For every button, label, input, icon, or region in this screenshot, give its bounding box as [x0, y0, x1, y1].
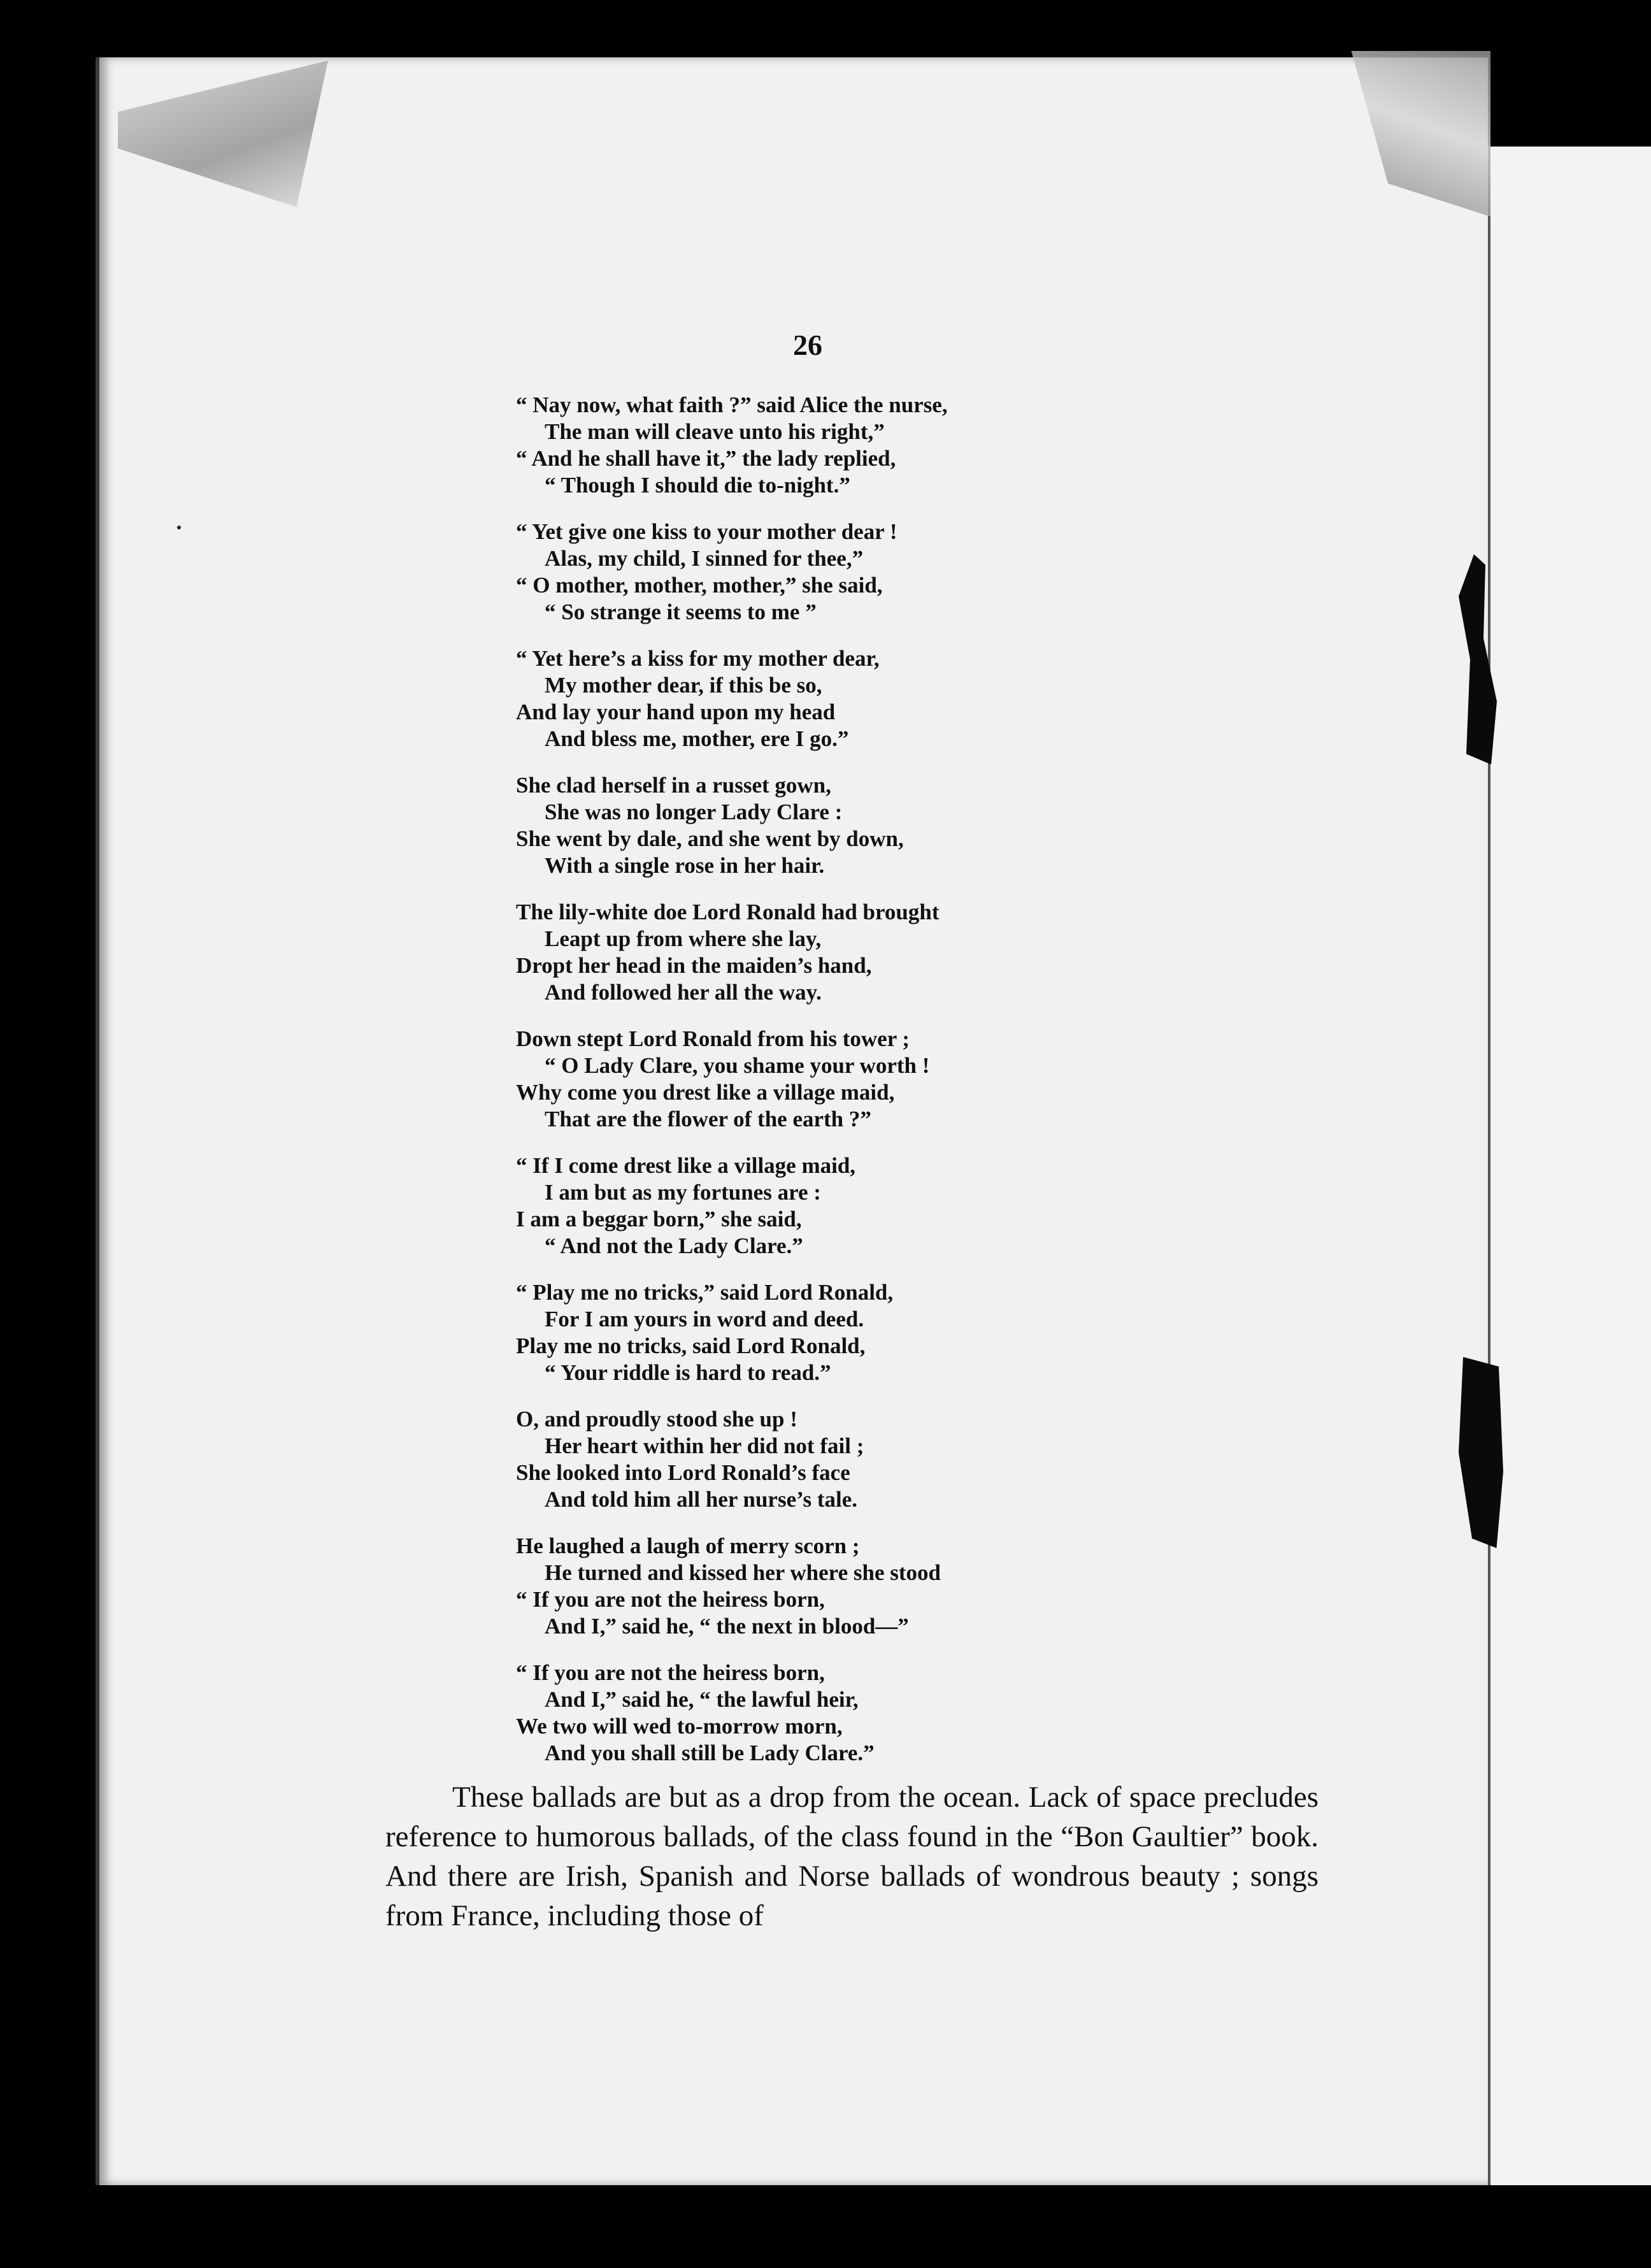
stanza [516, 899, 1153, 1006]
poem-line: “ Yet give one kiss to your mother dear ! [516, 519, 897, 544]
poem-line: “ O Lady Clare, you shame your worth ! [545, 1053, 930, 1078]
poem-line: That are the flower of the earth ?” [545, 1107, 871, 1131]
poem-line: “ Though I should die to-night.” [545, 473, 850, 498]
poem-line: And followed her all the way. [545, 980, 822, 1005]
poem-line: “ If you are not the heiress born, [516, 1587, 825, 1612]
stanza [516, 772, 1153, 879]
poem-line: I am a beggar born,” she said, [516, 1207, 802, 1231]
stanza [516, 392, 1153, 499]
poem-line: Dropt her head in the maiden’s hand, [516, 953, 872, 978]
ink-speck [177, 526, 181, 529]
poem-line: “ Play me no tricks,” said Lord Ronald, [516, 1280, 894, 1305]
poem-line: And I,” said he, “ the lawful heir, [545, 1687, 859, 1712]
page-number: 26 [793, 329, 822, 361]
poem-line: Why come you drest like a village maid, [516, 1080, 895, 1105]
poem-line: She was no longer Lady Clare : [545, 800, 843, 824]
poem-line: “ Your riddle is hard to read.” [545, 1360, 831, 1385]
stanza [516, 1533, 1153, 1640]
stanza [516, 1026, 1153, 1133]
poem-line: “ If I come drest like a village maid, [516, 1153, 856, 1178]
stanza [516, 645, 1153, 752]
stanza [516, 519, 1153, 626]
poem-line: With a single rose in her hair. [545, 853, 825, 878]
poem-line: And bless me, mother, ere I go.” [545, 726, 849, 751]
stanza [516, 1152, 1153, 1260]
poem-line: I am but as my fortunes are : [545, 1180, 821, 1205]
poem [516, 392, 1153, 1786]
poem-line: And told him all her nurse’s tale. [545, 1487, 858, 1512]
stanza [516, 1660, 1153, 1767]
poem-line: We two will wed to-morrow morn, [516, 1714, 843, 1739]
stanza [516, 1279, 1153, 1386]
stanza [516, 1406, 1153, 1513]
poem-line: Leapt up from where she lay, [545, 926, 822, 951]
poem-line: She looked into Lord Ronald’s face [516, 1460, 850, 1485]
poem-line: O, and proudly stood she up ! [516, 1407, 797, 1432]
poem-line: “ Yet here’s a kiss for my mother dear, [516, 646, 880, 671]
poem-line: Alas, my child, I sinned for thee,” [545, 546, 864, 571]
poem-line: “ Nay now, what faith ?” said Alice the nurse, [516, 392, 948, 417]
poem-line: “ If you are not the heiress born, [516, 1660, 825, 1685]
poem-line: And you shall still be Lady Clare.” [545, 1740, 875, 1765]
prose-block [385, 1777, 1319, 1935]
poem-line: He turned and kissed her where she stood [545, 1560, 941, 1585]
poem-line: The lily-white doe Lord Ronald had brought [516, 900, 940, 924]
poem-line: Play me no tricks, said Lord Ronald, [516, 1333, 866, 1358]
prose-paragraph: These ballads are but as a drop from the ocean. Lack of space precludes reference to humorous ballads, of the class found in the “Bon Gaultier” book. And there are Irish, Spanish and Norse ballads of wondrous beauty ; songs from France, including those of [385, 1781, 1319, 1932]
poem-line: “ O mother, mother, mother,” she said, [516, 573, 883, 598]
poem-line: And I,” said he, “ the next in blood—” [545, 1614, 909, 1639]
poem-line: The man will cleave unto his right,” [545, 419, 885, 444]
poem-line: He laughed a laugh of merry scorn ; [516, 1533, 860, 1558]
poem-line: And lay your hand upon my head [516, 700, 836, 724]
poem-line: Down stept Lord Ronald from his tower ; [516, 1026, 910, 1051]
poem-line: “ And he shall have it,” the lady replied, [516, 446, 896, 471]
poem-line: “ So strange it seems to me ” [545, 599, 817, 624]
poem-line: Her heart within her did not fail ; [545, 1433, 864, 1458]
poem-line: “ And not the Lady Clare.” [545, 1233, 803, 1258]
adjacent-page-edge [1487, 147, 1651, 2185]
poem-line: She clad herself in a russet gown, [516, 773, 831, 798]
poem-line: My mother dear, if this be so, [545, 673, 822, 698]
poem-line: For I am yours in word and deed. [545, 1307, 864, 1331]
poem-line: She went by dale, and she went by down, [516, 826, 904, 851]
